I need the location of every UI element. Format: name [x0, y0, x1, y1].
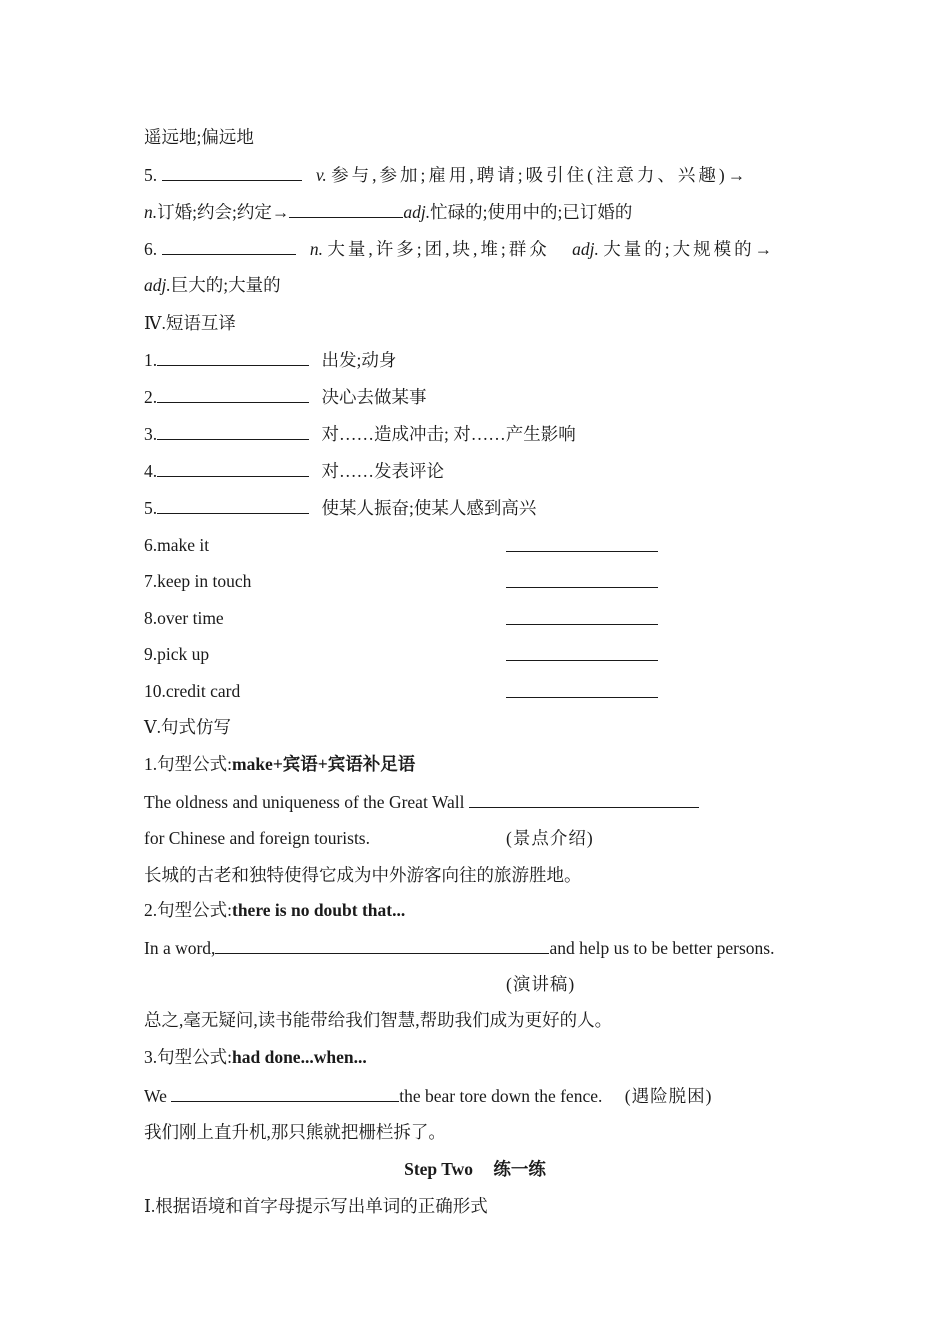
vocab-item5-def2: 订婚;约会;约定→ — [157, 202, 290, 222]
pattern2-formula: there is no doubt that... — [232, 900, 406, 920]
pattern3-source: (遇险脱困) — [624, 1086, 713, 1106]
pattern3-post: the bear tore down the fence. — [399, 1086, 603, 1106]
phrase-cn-1-number: 1. — [144, 350, 158, 370]
phrase-cn-2-text: 决心去做某事 — [321, 387, 427, 407]
phrase-en-9-text: 9.pick up — [144, 644, 210, 664]
pattern1-formula: make+宾语+宾语补足语 — [232, 754, 416, 774]
pattern1-blank[interactable] — [469, 790, 699, 808]
vocab-item5-pos3: adj. — [403, 202, 431, 222]
vocab-item6-pos1: n. — [309, 239, 323, 259]
phrase-en-9-blank[interactable] — [506, 643, 658, 661]
pattern2-pre: In a word, — [144, 938, 216, 958]
section4-title: Ⅳ.短语互译 — [144, 313, 236, 333]
phrase-en-7-text: 7.keep in touch — [144, 571, 252, 591]
phrase-cn-5-text: 使某人振奋;使某人感到高兴 — [321, 498, 537, 518]
vocab-item6-line2 — [144, 274, 281, 296]
phrase-en-10-text: 10.credit card — [144, 681, 241, 701]
vocab-item6-blank[interactable] — [162, 237, 296, 255]
vocab-item6 — [144, 237, 775, 260]
phrase-cn-5-blank[interactable] — [157, 496, 309, 514]
phrase-cn-3 — [144, 422, 576, 445]
vocab-item6-pos3: adj. — [144, 275, 171, 295]
step-two-subtitle: 练一练 — [493, 1159, 546, 1179]
pattern1-label: 1.句型公式: — [144, 754, 232, 774]
pattern2-sentence — [144, 936, 774, 959]
pattern2-translation: 总之,毫无疑问,读书能带给我们智慧,帮助我们成为更好的人。 — [144, 1010, 613, 1030]
vocab-item6-number: 6. — [144, 239, 158, 259]
vocab-item4-tail: 遥远地;偏远地 — [144, 127, 254, 147]
phrase-cn-1-blank[interactable] — [157, 348, 309, 366]
vocab-item5-line2 — [144, 200, 632, 223]
phrase-en-7-blank[interactable] — [506, 570, 658, 588]
pattern3-formula: had done...when... — [232, 1047, 367, 1067]
vocab-item5-def3: 忙碌的;使用中的;已订婚的 — [430, 202, 633, 222]
phrase-en-6 — [144, 534, 844, 556]
vocab-item6-def3: 巨大的;大量的 — [170, 275, 281, 295]
pattern1-heading — [144, 753, 415, 775]
pattern2-blank[interactable] — [215, 936, 549, 954]
phrase-cn-4-text: 对……发表评论 — [321, 461, 444, 481]
pattern1-sentence — [144, 790, 699, 813]
phrase-cn-2 — [144, 385, 427, 408]
vocab-item5-def1: 参与,参加;雇用,聘请;吸引住(注意力、兴趣)→ — [331, 165, 749, 185]
phrase-cn-4 — [144, 459, 444, 482]
phrase-en-6-text: 6.make it — [144, 535, 210, 555]
phrase-cn-1-text: 出发;动身 — [321, 350, 397, 370]
pattern1-translation: 长城的古老和独特使得它成为中外游客向往的旅游胜地。 — [144, 865, 582, 885]
vocab-item6-def2: 大量的;大规模的→ — [603, 239, 776, 259]
phrase-cn-4-blank[interactable] — [157, 459, 309, 477]
phrase-en-7 — [144, 570, 844, 592]
phrase-cn-3-blank[interactable] — [157, 422, 309, 440]
pattern1-source: (景点介绍) — [506, 828, 594, 848]
vocab-item5-pos2: n. — [144, 202, 158, 222]
vocab-item5 — [144, 163, 748, 186]
pattern3-label: 3.句型公式: — [144, 1047, 232, 1067]
pattern2-post: and help us to be better persons. — [549, 938, 775, 958]
step-two-section1-title: Ⅰ.根据语境和首字母提示写出单词的正确形式 — [144, 1196, 488, 1216]
phrase-en-10 — [144, 680, 844, 702]
pattern2-heading — [144, 899, 405, 921]
vocab-item5-number: 5. — [144, 165, 158, 185]
phrase-en-6-blank[interactable] — [506, 534, 658, 552]
pattern3-sentence — [144, 1084, 712, 1107]
section5-title: Ⅴ.句式仿写 — [144, 717, 232, 737]
pattern2-label: 2.句型公式: — [144, 900, 232, 920]
vocab-item5-blank[interactable] — [162, 163, 302, 181]
phrase-cn-2-number: 2. — [144, 387, 158, 407]
phrase-cn-5 — [144, 496, 536, 519]
pattern1-line2: for Chinese and foreign tourists. — [144, 828, 370, 848]
vocab-item5-blank2[interactable] — [289, 200, 403, 218]
pattern1-line1: The oldness and uniqueness of the Great Wall — [144, 792, 465, 812]
pattern3-pre: We — [144, 1086, 167, 1106]
step-two-heading — [0, 1158, 950, 1180]
pattern3-heading — [144, 1046, 367, 1068]
phrase-cn-3-number: 3. — [144, 424, 158, 444]
phrase-en-8-text: 8.over time — [144, 608, 224, 628]
phrase-cn-4-number: 4. — [144, 461, 158, 481]
phrase-cn-3-text: 对……造成冲击; 对……产生影响 — [321, 424, 576, 444]
phrase-cn-5-number: 5. — [144, 498, 158, 518]
phrase-cn-2-blank[interactable] — [157, 385, 309, 403]
phrase-en-10-blank[interactable] — [506, 680, 658, 698]
step-two-title: Step Two — [404, 1159, 473, 1179]
pattern1-line2-row — [144, 827, 844, 849]
phrase-en-8 — [144, 607, 844, 629]
phrase-en-9 — [144, 643, 844, 665]
vocab-item5-pos1: v. — [315, 165, 327, 185]
pattern3-blank[interactable] — [171, 1084, 399, 1102]
vocab-item6-def1: 大量,许多;团,块,堆;群众 — [327, 239, 550, 259]
phrase-cn-1 — [144, 348, 396, 371]
vocab-item6-pos2: adj. — [572, 239, 599, 259]
pattern2-source: (演讲稿) — [506, 974, 576, 994]
phrase-en-8-blank[interactable] — [506, 607, 658, 625]
pattern3-translation: 我们刚上直升机,那只熊就把栅栏拆了。 — [144, 1122, 446, 1142]
